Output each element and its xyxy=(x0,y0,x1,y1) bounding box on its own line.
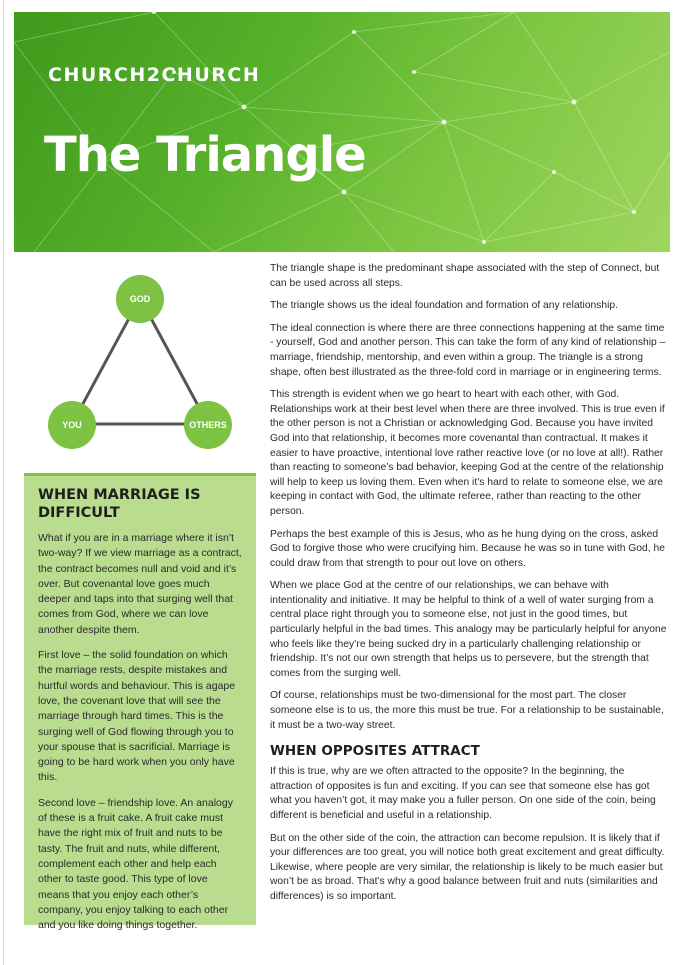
sidebar-heading: WHEN MARRIAGE IS DIFFICULT xyxy=(38,487,201,521)
body-paragraph: The ideal connection is where there are three connections happening at the same time - yourself, God and another person. This can take the form of any kind of relationship – marriage, friendship, mentorship, and even within a group. The triangle is a strong shape, often best illustrated as the three-fold cord in marriage or in engineering terms. xyxy=(270,322,666,378)
sidebar-box xyxy=(24,473,256,932)
body-paragraph: Perhaps the best example of this is Jesus, who as he hung dying on the cross, asked God to forgive those who were crucifying him. Because he was so in tune with God, he could draw from that strength to pour out love on others. xyxy=(270,528,665,569)
main-column xyxy=(270,262,668,913)
god-label: GOD xyxy=(129,294,151,304)
body-paragraph: The triangle shape is the predominant shape associated with the step of Connect, but can be used across all steps. xyxy=(270,263,660,289)
sidebar-paragraph: Second love – friendship love. An analogy of these is a fruit cake. A fruit cake must have the right mix of fruit and nuts to be tasty. The fruit and nuts, while different, complement each other and help each other to taste good. This type of love means that you enjoy each other’s company, you enjoy talking to each other and you like doing things together. xyxy=(38,796,233,932)
header-banner xyxy=(14,12,670,252)
church2church-logo: CHURCH2CHURCH xyxy=(48,64,261,86)
body-paragraph: This strength is evident when we go heart to heart with each other, with God. Relationships work at their best level when there are three involved. This is true even if the other person is not a Christian or acknowledging God. Because you have invited God into that relationship, it becomes more covenantal than contractual. It makes it easier to have proactive, intentional love rather reactive love (or no love at all!). Rather than reacting to someone’s bad behavior, keeping God at the centre of the relationship will help to keep us loving them. Even when it’s hard to relate to someone else, we are keeping in contact with God, the ultimate referee, rather than reacting to the other person. xyxy=(270,389,665,517)
sidebar-paragraph: First love – the solid foundation on which the marriage rests, despite mistakes and hurtful words and behaviour. This is agape love, the covenant love that will see the marriage through hard times. This is the surging well of God flowing through you to your spouse that is sacrificial. Marriage is going to be hard work when you only have this. xyxy=(38,649,236,784)
others-label: OTHERS xyxy=(189,420,227,430)
triangle-diagram xyxy=(40,268,250,458)
page-edge xyxy=(3,0,4,965)
body-paragraph: Of course, relationships must be two-dimensional for the most part. The closer someone else is to us, the more this must be true. For a relationship to be sustainable, it must be a two-way street. xyxy=(270,690,664,731)
body-paragraph: When we place God at the centre of our relationships, we can behave with intentionality and initiative. It may be helpful to think of a well of water surging from a central place right through you to someone else, not just in the good times, but particularly helpful in the bad times. This analogy may be particularly helpful for anyone who feels like they’re being sucked dry in a particularly challenging relationship or friendship. It’s not our own strength that helps us to persevere, but the strength that comes from the surging well. xyxy=(270,580,667,679)
section-heading: WHEN OPPOSITES ATTRACT xyxy=(270,743,480,760)
body-paragraph: If this is true, why are we often attracted to the opposite? In the beginning, the attraction of opposites is fun and exciting. If you can see that someone else has got what you haven’t got, it may make you a fuller person. On one side of the coin, being different is beneficial and useful in a relationship. xyxy=(270,766,656,821)
you-label: YOU xyxy=(62,420,82,430)
you-node xyxy=(48,401,96,449)
page-title: The Triangle xyxy=(44,127,366,183)
sidebar-paragraph: What if you are in a marriage where it isn’t two-way? If we view marriage as a contract, the contract becomes null and void and it’s over. But covenantal love goes much deeper and taps into that surging well that comes from God, where we can love another despite them. xyxy=(38,532,242,636)
body-paragraph: The triangle shows us the ideal foundation and formation of any relationship. xyxy=(270,300,619,312)
others-node xyxy=(184,401,232,449)
body-paragraph: But on the other side of the coin, the attraction can become repulsion. It is likely that if your differences are too great, you will notice both great excitement and great difficulty. Likewise, where people are very similar, the relationship is likely to be much easier but won’t be as broad. That’s why a good balance between fruit and nuts (similarities and differences) is so important. xyxy=(270,832,665,902)
god-node xyxy=(116,275,164,323)
